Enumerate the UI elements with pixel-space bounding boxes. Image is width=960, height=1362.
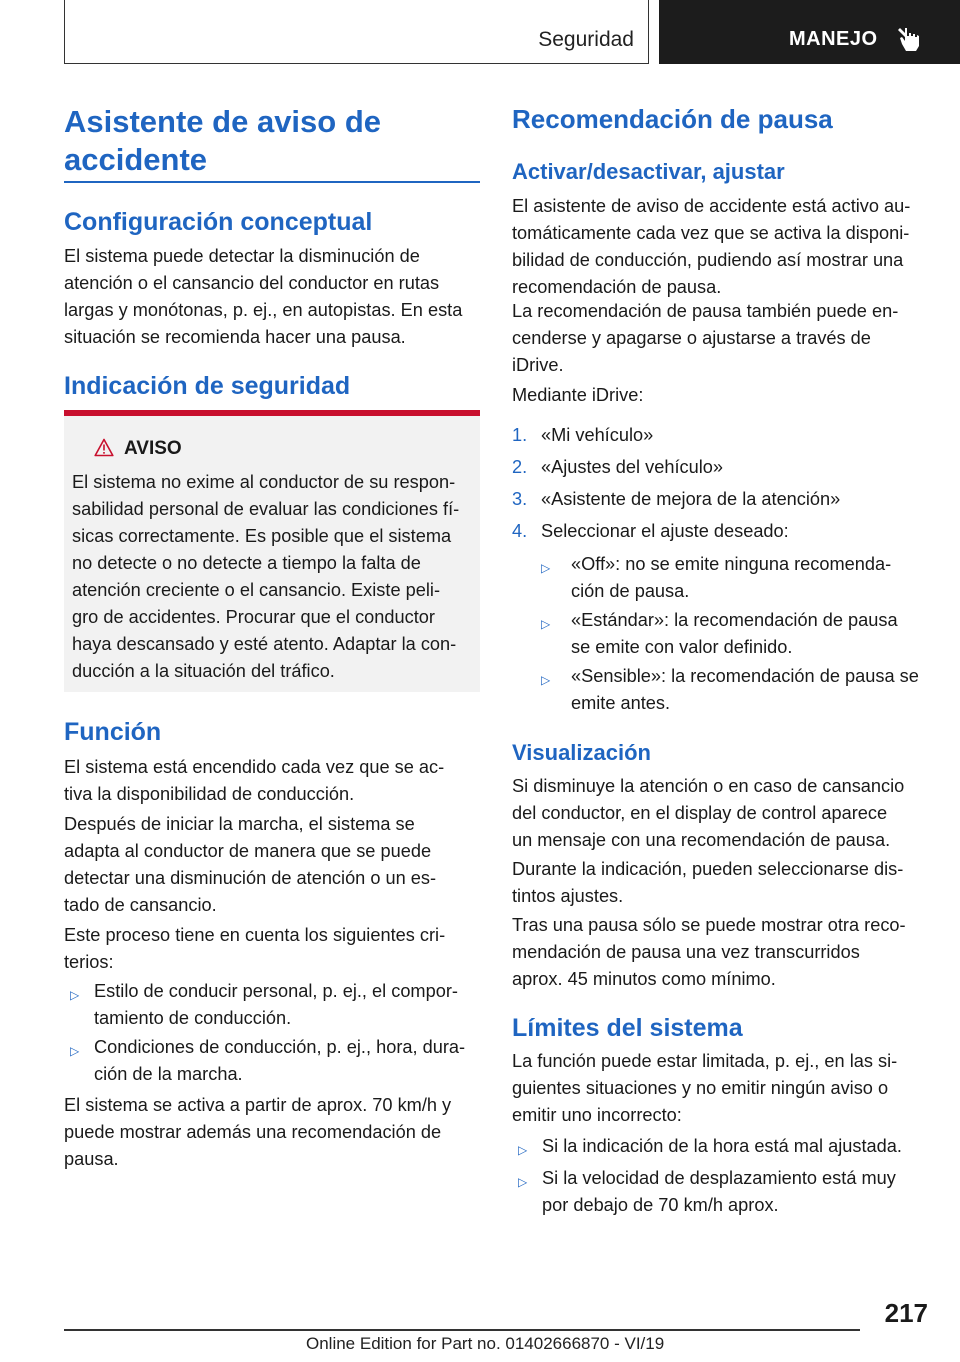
- text-line: «Off»: no se emite ninguna recomenda-: [571, 554, 892, 574]
- bullet-triangle-icon: ▷: [518, 1175, 528, 1189]
- text-line: tamiento de conducción.: [94, 1008, 292, 1028]
- text-line: iDrive.: [512, 355, 564, 375]
- function-paragraph-3: [64, 922, 480, 976]
- text-line: no detecte o no detecte a tiempo la falta de: [72, 553, 421, 573]
- text-line: La recomendación de pausa también puede en-: [512, 301, 899, 321]
- text-line: La función puede estar limitada, p. ej., en las si-: [512, 1051, 898, 1071]
- text-line: Este proceso tiene en cuenta los siguientes cri-: [64, 925, 446, 945]
- pointing-hand-icon: [896, 24, 922, 52]
- header-section-title: Seguridad: [538, 28, 634, 51]
- display-paragraph-2: [512, 856, 928, 910]
- text-line: gro de accidentes. Procurar que el conductor: [72, 607, 435, 627]
- text-line: «Sensible»: la recomendación de pausa se: [571, 666, 919, 686]
- step-number: 1.: [512, 425, 528, 445]
- bullet-triangle-icon: ▷: [70, 1044, 80, 1058]
- text-line: por debajo de 70 km/h aprox.: [542, 1195, 779, 1215]
- text-line: El sistema no exime al conductor de su respon-: [72, 472, 456, 492]
- title-rule: [64, 181, 480, 183]
- text-line: mendación de pausa una vez transcurridos: [512, 942, 860, 962]
- text-line: situación se recomienda hacer una pausa.: [64, 327, 406, 347]
- bullet-triangle-icon: ▷: [541, 673, 551, 687]
- text-line: atención o el cansancio del conductor en rutas: [64, 273, 440, 293]
- text-line: Después de iniciar la marcha, el sistema se: [64, 814, 415, 834]
- header-chapter-tab: [659, 0, 960, 64]
- concept-heading: Configuración conceptual: [64, 208, 373, 236]
- text-line: aprox. 45 minutos como mínimo.: [512, 969, 776, 989]
- bullet-triangle-icon: ▷: [541, 561, 551, 575]
- text-line: «Estándar»: la recomendación de pausa: [571, 610, 898, 630]
- limits-paragraph: [512, 1048, 928, 1129]
- function-paragraph-2: [64, 811, 480, 919]
- text-line: guientes situaciones y no emitir ningún aviso o: [512, 1078, 889, 1098]
- function-heading: Función: [64, 718, 162, 746]
- text-line: El sistema puede detectar la disminución de: [64, 246, 420, 266]
- text-line: haya descansado y esté atento. Adaptar la con-: [72, 634, 457, 654]
- text-line: un mensaje con una recomendación de pausa.: [512, 830, 891, 850]
- text-line: ducción a la situación del tráfico.: [72, 661, 335, 681]
- text-line: ción de la marcha.: [94, 1064, 243, 1084]
- text-line: Si la velocidad de desplazamiento está muy: [542, 1168, 896, 1188]
- bullet-triangle-icon: ▷: [541, 617, 551, 631]
- step-text: «Mi vehículo»: [541, 425, 654, 445]
- section-title-line-2: accidente: [64, 142, 208, 177]
- text-line: Tras una pausa sólo se puede mostrar otra reco-: [512, 915, 906, 935]
- header-section-box: [64, 0, 649, 64]
- text-line: Durante la indicación, pueden seleccionarse dis-: [512, 859, 904, 879]
- text-line: detectar una disminución de atención o un es-: [64, 868, 437, 888]
- warning-triangle-icon: [94, 438, 114, 457]
- text-line: tomáticamente cada vez que se activa la disponi-: [512, 223, 910, 243]
- text-line: cenderse y apagarse o ajustarse a través de: [512, 328, 871, 348]
- footer-edition: Online Edition for Part no. 01402666870 - VI/19: [306, 1334, 665, 1353]
- concept-text: [64, 243, 480, 351]
- text-line: Si disminuye la atención o en caso de cansancio: [512, 776, 905, 796]
- function-paragraph-4: [64, 1092, 480, 1173]
- step-number: 4.: [512, 521, 528, 541]
- step-text: Seleccionar el ajuste deseado:: [541, 521, 789, 541]
- text-line: El asistente de aviso de accidente está activo au-: [512, 196, 911, 216]
- text-line: emitir uno incorrecto:: [512, 1105, 682, 1125]
- safety-heading: Indicación de seguridad: [64, 372, 351, 400]
- display-paragraph-3: [512, 912, 928, 993]
- text-line: se emite con valor definido.: [571, 637, 793, 657]
- page-header: [0, 0, 960, 66]
- page-number: 217: [884, 1298, 928, 1328]
- text-line: atención creciente o el cansancio. Existe peli-: [72, 580, 440, 600]
- text-line: sabilidad personal de evaluar las condiciones fí-: [72, 499, 460, 519]
- bullet-triangle-icon: ▷: [70, 988, 80, 1002]
- section-title: [64, 103, 381, 179]
- text-line: emite antes.: [571, 693, 671, 713]
- display-paragraph-1: [512, 773, 928, 854]
- activate-heading: Activar/desactivar, ajustar: [512, 159, 785, 184]
- text-line: bilidad de conducción, pudiendo así mostrar una: [512, 250, 904, 270]
- step-number: 3.: [512, 489, 528, 509]
- text-line: recomendación de pausa.: [512, 277, 722, 297]
- text-line: tiva la disponibilidad de conducción.: [64, 784, 355, 804]
- footer-rule: [64, 1329, 860, 1331]
- bullet-triangle-icon: ▷: [518, 1143, 528, 1157]
- step-text: «Asistente de mejora de la atención»: [541, 489, 841, 509]
- limits-heading: Límites del sistema: [512, 1014, 743, 1042]
- step-number: 2.: [512, 457, 528, 477]
- header-chapter-label: MANEJO: [789, 28, 878, 50]
- warning-box: [64, 416, 480, 692]
- pause-heading: Recomendación de pausa: [512, 104, 833, 134]
- text-line: Si la indicación de la hora está mal ajustada.: [542, 1136, 902, 1156]
- text-line: puede mostrar además una recomendación de: [64, 1122, 442, 1142]
- text-line: El sistema se activa a partir de aprox. 70 km/h y: [64, 1095, 452, 1115]
- text-line: Condiciones de conducción, p. ej., hora, dura-: [94, 1037, 466, 1057]
- text-line: Mediante iDrive:: [512, 385, 644, 405]
- text-line: adapta al conductor de manera que se puede: [64, 841, 432, 861]
- activate-paragraph-3: [512, 382, 928, 409]
- activate-paragraph-2: [512, 298, 928, 379]
- warning-title: AVISO: [124, 438, 182, 459]
- text-line: tintos ajustes.: [512, 886, 624, 906]
- function-paragraph-1: [64, 754, 480, 808]
- step-text: «Ajustes del vehículo»: [541, 457, 723, 477]
- text-line: El sistema está encendido cada vez que se ac-: [64, 757, 445, 777]
- warning-text: [72, 469, 480, 685]
- section-title-line-1: Asistente de aviso de: [64, 104, 382, 139]
- text-line: del conductor, en el display de control aparece: [512, 803, 888, 823]
- text-line: largas y monótonas, p. ej., en autopistas. En esta: [64, 300, 463, 320]
- text-line: sicas correctamente. Es posible que el sistema: [72, 526, 452, 546]
- text-line: Estilo de conducir personal, p. ej., el compor-: [94, 981, 458, 1001]
- text-line: terios:: [64, 952, 114, 972]
- activate-paragraph-1: [512, 193, 928, 301]
- text-line: ción de pausa.: [571, 581, 690, 601]
- text-line: tado de cansancio.: [64, 895, 217, 915]
- text-line: pausa.: [64, 1149, 119, 1169]
- display-heading: Visualización: [512, 740, 651, 765]
